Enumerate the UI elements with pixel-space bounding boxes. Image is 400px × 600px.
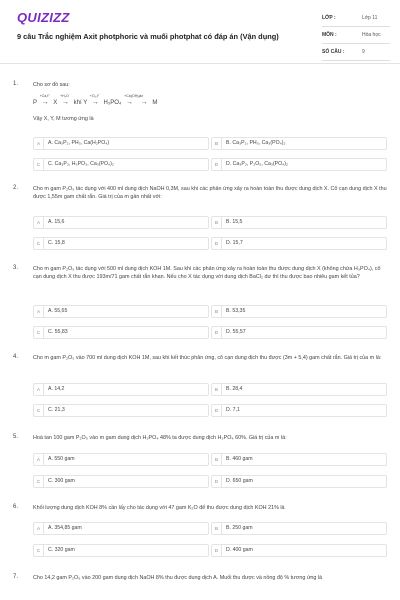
option-3c[interactable] [33, 326, 209, 339]
question-number: 3. [13, 265, 19, 271]
option-text: A. 550 gam [48, 456, 75, 462]
option-4c[interactable] [33, 404, 209, 417]
option-4a[interactable] [33, 383, 209, 396]
arrow-label: +Ca,t° [39, 94, 50, 98]
meta-row-subject [322, 27, 390, 44]
option-2a[interactable] [33, 216, 209, 229]
option-letter: A [34, 138, 44, 149]
option-text: A. 55,65 [48, 308, 68, 314]
option-letter: B [212, 454, 222, 465]
option-4d[interactable] [211, 404, 387, 417]
scheme-p: P [33, 100, 37, 106]
option-5a[interactable] [33, 453, 209, 466]
option-text: C. 320 gam [48, 547, 75, 553]
option-letter: B [212, 306, 222, 317]
question-text: Khối lượng dung dịch KOH 8% cần lấy cho tác dụng với 47 gam K₂O để thu được dung dịch KOH 21% là [33, 505, 285, 511]
option-letter: D [212, 327, 222, 338]
question-text: Cho sơ đồ sau: [33, 82, 70, 88]
page-title: 9 câu Trắc nghiệm Axit photphoric và muối photphat có đáp án (Vận dụng) [17, 32, 279, 41]
arrow-4-icon: → +Ca(OH)₂ [124, 94, 140, 106]
meta-row-count [322, 44, 390, 61]
option-text: C. 300 gam [48, 478, 75, 484]
option-text: D. 7,1 [226, 407, 240, 413]
question-number: 7. [13, 574, 19, 580]
meta-key: LỚP : [322, 15, 336, 21]
option-1a[interactable] [33, 137, 209, 150]
option-letter: C [34, 238, 44, 249]
option-letter: B [212, 384, 222, 395]
option-letter: D [212, 476, 222, 487]
option-letter: A [34, 306, 44, 317]
scheme-m: M [152, 100, 158, 106]
page-header [0, 0, 400, 64]
option-text: B. 53,35 [226, 308, 246, 314]
option-letter: C [34, 476, 44, 487]
meta-value: Hóa học [362, 32, 381, 38]
reaction-scheme [33, 94, 158, 106]
question-text: Cho m gam P₂O₅ tác dụng với 400 ml dung dịch NaOH 0,3M, sau khi các phản ứng xảy ra hoàn toàn thu được dung dịch X. Cô cạn dung dịch X thu được 1,55m gam chất rắn. Giá trị của m gần nhất với: [33, 186, 387, 200]
arrow-label: +H₂O [59, 94, 69, 98]
quizizz-logo: QUIZIZZ [17, 10, 70, 25]
option-letter: D [212, 159, 222, 170]
option-letter: D [212, 238, 222, 249]
arrow-label: +Ca(OH)₂ [124, 94, 140, 98]
option-6c[interactable] [33, 544, 209, 557]
option-text: D. 650 gam [226, 478, 253, 484]
option-letter: B [212, 523, 222, 534]
option-3a[interactable] [33, 305, 209, 318]
meta-value: 9 [362, 49, 365, 55]
option-letter: C [34, 405, 44, 416]
arrow-2-icon: → +H₂O [59, 94, 69, 106]
option-letter: D [212, 545, 222, 556]
option-5d[interactable] [211, 475, 387, 488]
option-text: C. 15,8 [48, 240, 65, 246]
option-letter: C [34, 545, 44, 556]
option-5c[interactable] [33, 475, 209, 488]
option-text: B. 15,5 [226, 219, 243, 225]
option-5b[interactable] [211, 453, 387, 466]
option-4b[interactable] [211, 383, 387, 396]
arrow-1-icon: → +Ca,t° [39, 94, 50, 106]
meta-key: MÔN : [322, 32, 337, 38]
option-text: A. 14,2 [48, 386, 65, 392]
option-1c[interactable] [33, 158, 209, 171]
scheme-khi: khí [73, 100, 82, 106]
question-number: 2. [13, 185, 19, 191]
question-number: 5. [13, 434, 19, 440]
option-text: C. 21,3 [48, 407, 65, 413]
option-2d[interactable] [211, 237, 387, 250]
option-letter: D [212, 405, 222, 416]
question-number: 1. [13, 81, 19, 87]
option-text: D. 55,57 [226, 329, 246, 335]
option-text: A. 354,85 gam [48, 525, 82, 531]
option-letter: B [212, 217, 222, 228]
option-text: D. Ca₃P₂, P₂O₅, Ca₃(PO₄)₂ [226, 161, 289, 167]
option-2c[interactable] [33, 237, 209, 250]
option-text: B. 460 gam [226, 456, 253, 462]
option-letter: B [212, 138, 222, 149]
meta-row-class [322, 10, 390, 27]
option-text: B. 250 gam [226, 525, 253, 531]
option-6d[interactable] [211, 544, 387, 557]
option-text: D. 400 gam [226, 547, 253, 553]
option-letter: A [34, 217, 44, 228]
option-letter: A [34, 454, 44, 465]
arrow-label: dư [138, 94, 144, 98]
question-text: Hoà tan 100 gam P₂O₅ vào m gam dung dịch H₃PO₄ 48% ta được dung dịch H₃PO₄ 60%. Giá trị của m là: [33, 435, 287, 441]
option-6b[interactable] [211, 522, 387, 535]
question-text: Cho 14,2 gam P₂O₅ vào 200 gam dung dịch NaOH 8% thu được dung dịch A. Muối thu được và nồng độ % tương ứng là [33, 575, 323, 581]
option-3d[interactable] [211, 326, 387, 339]
option-1b[interactable] [211, 137, 387, 150]
option-text: A. Ca₃P₂, PH₃, Ca(H₂PO₄) [48, 140, 110, 146]
question-text-2: Vậy X, Y, M tương ứng là [33, 116, 94, 122]
option-letter: C [34, 327, 44, 338]
question-number: 6. [13, 504, 19, 510]
option-text: C. 55,83 [48, 329, 68, 335]
option-text: B. Ca₃P₂, PH₃, Ca₃(PO₄)₂ [226, 140, 286, 146]
option-3b[interactable] [211, 305, 387, 318]
scheme-y: Y [83, 100, 88, 106]
question-text: Cho m gam P₂O₅ vào 700 ml dung dịch KOH 1M, sau khi kết thúc phản ứng, cô cạn dung dịch thu được (3m + 5,4) gam chất rắn. Giá trị của m là: [33, 355, 382, 361]
option-text: A. 15,6 [48, 219, 65, 225]
scheme-h3po4: H₃PO₄ [103, 100, 122, 106]
question-text: Cho m gam P₂O₅ tác dụng với 500 ml dung dịch KOH 1M. Sau khi các phản ứng xảy ra hoàn toàn thu được dung dịch X (không chứa H₃PO₄), cô cạn dung dịch X thu được 193m/71 gam chất rắn khan. Nếu cho X tác dụng với dung dịch BaCl₂ dư thì thu được bao nhiêu gam kết tủa? [33, 266, 381, 280]
arrow-label: +O₂,t° [89, 94, 100, 98]
question-number: 4. [13, 354, 19, 360]
option-letter: A [34, 523, 44, 534]
meta-value: Lớp 11 [362, 15, 378, 21]
arrow-5-icon: → dư [138, 94, 148, 106]
option-text: B. 28,4 [226, 386, 243, 392]
option-6a[interactable] [33, 522, 209, 535]
option-letter: C [34, 159, 44, 170]
option-2b[interactable] [211, 216, 387, 229]
meta-box [322, 10, 390, 61]
meta-key: SỐ CÂU : [322, 49, 345, 55]
option-1d[interactable] [211, 158, 387, 171]
option-text: C. Ca₃P₂, H₃PO₃, Ca₃(PO₄)₂ [48, 161, 114, 167]
option-text: D. 15,7 [226, 240, 243, 246]
scheme-x: X [53, 100, 58, 106]
arrow-3-icon: → +O₂,t° [89, 94, 100, 106]
option-letter: A [34, 384, 44, 395]
